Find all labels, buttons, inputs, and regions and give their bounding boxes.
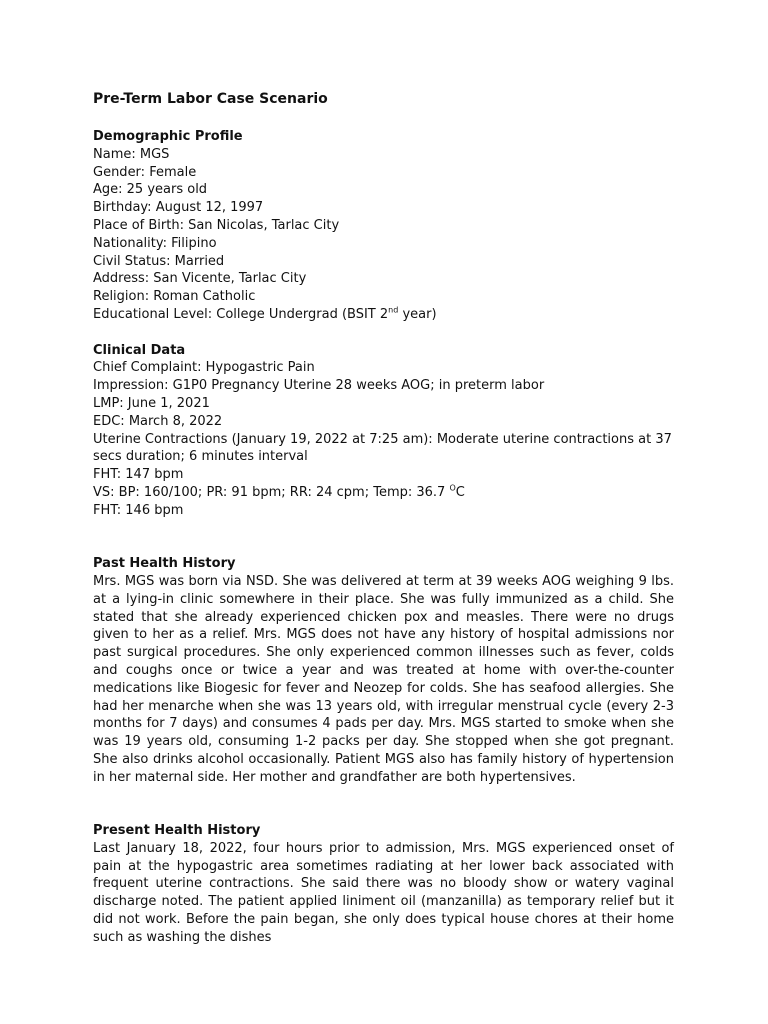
demographic-nationality: Nationality: Filipino [93,235,217,251]
demographic-profile-heading: Demographic Profile [93,129,243,144]
section-spacer [93,324,674,342]
section-spacer [93,786,674,804]
clinical-data-heading: Clinical Data [93,342,186,358]
demographic-civil-status: Civil Status: Married [93,253,225,269]
vital-signs-text: VS: BP: 160/100; PR: 91 bpm; RR: 24 cpm; Temp: 36.7 [93,484,450,500]
demographic-address: Address: San Vicente, Tarlac City [93,271,307,287]
education-superscript: nd [388,305,399,315]
clinical-edc: EDC: March 8, 2022 [93,413,223,429]
clinical-lmp: LMP: June 1, 2021 [93,395,210,411]
demographic-birthday: Birthday: August 12, 1997 [93,200,264,216]
clinical-fht-second: FHT: 146 bpm [93,502,184,518]
education-text-end: year) [398,306,437,322]
clinical-chief-complaint: Chief Complaint: Hypogastric Pain [93,360,315,376]
document-page [93,89,674,947]
present-health-history-heading: Present Health History [93,823,261,839]
past-health-history-paragraph: Mrs. MGS was born via NSD. She was delivered at term at 39 weeks AOG weighing 9 lbs. at a lying-in clinic somewhere in their place. She was fully immunized as a child. She stated that she already experienced chicken pox and measles. There were no drugs given to her as a relief. Mrs. MGS does not have any history of hospital admissions nor past surgical procedures. She only experienced common illnesses such as fever, colds and coughs once or twice a year and was treated at home with over-the-counter medications like Biogesic for fever and Neozep for colds. She has seafood allergies. She had her menarche when she was 13 years old, with irregular menstrual cycle (every 2-3 months for 7 days) and consumes 4 pads per day. Mrs. MGS started to smoke when she was 19 years old, consuming 1-2 packs per day. She stopped when she got pregnant. She also drinks alcohol occasionally. Patient MGS also has family history of hypertension in her maternal side. Her mother and grandfather are both hypertensives. [93,573,674,785]
present-health-history-paragraph: Last January 18, 2022, four hours prior to admission, Mrs. MGS experienced onset of pain at the hypogastric area sometimes radiating at her lower back associated with frequent uterine contractions. She said there was no bloody show or watery vaginal discharge noted. The patient applied liniment oil (manzanilla) as temporary relief but it did not work. Before the pain began, she only does typical house chores at their home such as washing the dishes [93,840,674,945]
document-title: Pre-Term Labor Case Scenario [93,91,328,107]
demographic-age: Age: 25 years old [93,182,208,198]
clinical-uterine-contractions: Uterine Contractions (January 19, 2022 at 7:25 am): Moderate uterine contractions at 37 secs duration; 6 minutes interval [93,431,672,465]
clinical-impression: Impression: G1P0 Pregnancy Uterine 28 weeks AOG; in preterm labor [93,378,545,394]
education-text: Educational Level: College Undergrad (BSIT 2 [93,306,389,322]
clinical-vital-signs [93,484,674,502]
section-spacer [93,804,674,822]
demographic-name: Name: MGS [93,146,170,162]
past-health-history-heading: Past Health History [93,556,236,572]
demographic-education [93,306,674,324]
clinical-fht-first: FHT: 147 bpm [93,467,184,483]
demographic-place-of-birth: Place of Birth: San Nicolas, Tarlac City [93,217,340,233]
demographic-gender: Gender: Female [93,164,197,180]
demographic-religion: Religion: Roman Catholic [93,289,256,305]
section-spacer [93,537,674,555]
temperature-unit: C [455,484,465,500]
section-spacer [93,520,674,538]
degree-superscript: O [449,483,456,493]
